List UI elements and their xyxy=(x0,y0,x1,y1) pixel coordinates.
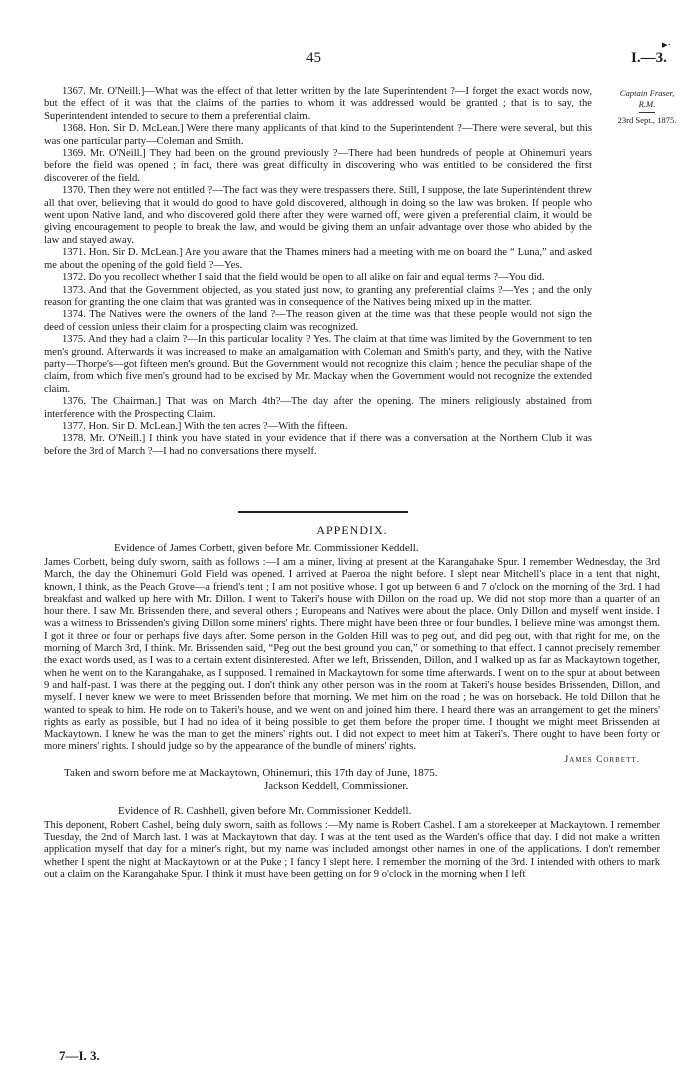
question-1378: 1378. Mr. O'Neill.] I think you have stated in your evidence that if there was a conversation at the Northern Club it was before the 3rd of March ?—I had no conversations there myself. xyxy=(44,433,592,457)
section-divider xyxy=(238,511,408,513)
appendix-section xyxy=(44,523,660,881)
question-1371: 1371. Hon. Sir D. McLean.] Are you aware that the Thames miners had a meeting with me on board the “ Luna,” and asked me about the opening of the gold field ?—Yes. xyxy=(44,247,592,271)
signature-mark: 7—I. 3. xyxy=(59,1048,100,1063)
question-1376: 1376. The Chairman.] That was on March 4th?—The day after the opening. The miners religiously abstained from interference with the Prospecting Claim. xyxy=(44,396,592,420)
corbett-commissioner: Jackson Keddell, Commissioner. xyxy=(264,779,409,792)
sidenote-title: R.M. xyxy=(638,99,656,109)
witness-sidenote xyxy=(600,88,694,126)
corbett-evidence-heading: Evidence of James Corbett, given before Mr. Commissioner Keddell. xyxy=(114,542,419,554)
question-1368: 1368. Hon. Sir D. McLean.] Were there many applicants of that kind to the Superintendent ?—There were several, but this was one particular party—Coleman and Smith. xyxy=(44,123,592,147)
question-1373: 1373. And that the Government objected, as you stated just now, to granting any preferential claims ?—Yes ; and the only reason for granting the one claim that was granted was in consequence of the Natives being mixed up in the matter. xyxy=(44,284,592,308)
cashell-evidence-heading: Evidence of R. Cashhell, given before Mr. Commissioner Keddell. xyxy=(118,804,412,817)
corbett-sworn-statement: Taken and sworn before me at Mackaytown, Ohinemuri, this 17th day of June, 1875. xyxy=(64,766,438,779)
sidenote-divider xyxy=(639,112,655,113)
question-1377: 1377. Hon. Sir D. McLean.] With the ten acres ?—With the fifteen. xyxy=(62,420,348,432)
question-1374: 1374. The Natives were the owners of the land ?—The reason given at the time was that these people would not sign the deed of cession unless their claim for a prospecting claim was recognized. xyxy=(44,309,592,333)
sidenote-date: 23rd Sept., 1875. xyxy=(617,115,677,125)
question-1370: 1370. Then they were not entitled ?—The fact was they were trespassers there. Still, I suppose, the late Superintendent threw all that over, believing that it would do good to have gold discovered, although in doing so the law was broken. If people who went upon Native land, and who discovered gold there after they were warned off, were given a preferential claim, it would be giving encouragement to people to break the law, and would be giving them an unfair advantage over those who abided by the law and stayed away. xyxy=(44,185,592,246)
corbett-signature: James Corbett. xyxy=(564,754,640,765)
testimony-section xyxy=(44,86,592,458)
question-1375: 1375. And they had a claim ?—In this particular locality ? Yes. The claim at that time was limited by the Government to ten men's ground. Afterwards it was increased to make an amalgamation with Coleman and Smith's party, and they, with the Native party—Thorpe's—got fifteen men's ground. But the Government would not recognize this claim ; hence the peculiar shape of the claim, from which five men's ground had to be excised by Mr. Mackay when the Government would not recognize the extended claim. xyxy=(44,334,592,395)
page-number: 45 xyxy=(306,50,321,66)
corner-mark: ▸· xyxy=(662,39,672,51)
corbett-evidence-text: James Corbett, being duly sworn, saith as follows :—I am a miner, living at present at the Karangahake Spur. I remember Wednesday, the 3rd March, the day the Ohinemuri Gold Field was opened. I arrived at Paeroa the night before. I slept near Mitchell's place in a tent that night, known, I think, as the Peach Grove—a friend's tent ; I am not positive whose. I got up between 6 and 7 o'clock on the morning of the 3rd. I had breakfast and walked up here with Mr. Dillon. I went to Takeri's house with Dillon on the road up. We did not stop more than a quarter of an hour there. I saw Mr. Brissenden there, and several others ; Europeans and Natives were about the place. Only Dillon and myself went inside. I was a witness to Brissenden's giving Dillon some miners' rights. There might have been three or four bundles. I believe mine was amongst them. I got it three or four or perhaps five days after. Some person in the Golden Hill was to peg out, and did peg out, with that right for me, on the morning of March 3rd, I think. Mr. Brissenden said, “Peg out the best ground you can,” or something to that effect. I cannot precisely remember the exact words used, as I was to a certain extent disinterested. After we left, Brissenden, Dillon, and I walked up as far as Mackaytown together, when he went on to the Karangahake, as I supposed. I remained in Mackaytown for some time afterwards. I went on to the spur at about between 9 and half-past. I was there at the pegging out. I don't think any other person was in the room at Takeri's house besides Brissenden, Dillon, and myself. I never knew we were to meet Brissenden before that morning. We met him on the road ; he was on horseback. He told Dillon that he wanted to speak to him. He rode on to Takeri's house, and we went on and joined him there. I heard there was an arrangement to get the miners' rights as early as possible, but I had no idea of it being possible to get them before the proper time. I thought we might meet Brissenden at Mackaytown. I knew he was the man to get the miners' rights out. I did not expect to meet him at Takeri's. There ought to have been forty or more miners' rights. I should judge so by the appearance of the bundle of miners' rights. xyxy=(44,557,660,753)
sidenote-name: Captain Fraser, xyxy=(619,88,675,98)
question-1369: 1369. Mr. O'Neill.] They had been on the ground previously ?—There had been hundreds of people at Ohinemuri years before the field was opened ; in fact, there was great difficulty in discovering who was entitled to be considered the first discoverer of the field. xyxy=(44,148,592,184)
document-reference: I.—3. xyxy=(631,50,667,66)
question-1367: 1367. Mr. O'Neill.]—What was the effect of that letter written by the late Superintendent ?—I forget the exact words now, but the effect of it was that the claims of the parties to whom it was addressed would be granted ; that is to say, the Superintendent intended to secure to them a preferential claim. xyxy=(44,86,592,122)
question-1372: 1372. Do you recollect whether I said that the field would be open to all alike on fair and equal terms ?—You did. xyxy=(62,272,545,284)
cashell-evidence-text: This deponent, Robert Cashel, being duly sworn, saith as follows :—My name is Robert Cashel. I am a storekeeper at Mackaytown. I remember Tuesday, the 2nd of March last. I was at Mackaytown that day. I was at the tent used as the Warden's office that day. I did not make a written application myself that day for a miner's right, but my name was included amongst other names in one of the applications. I don't remember whether I spent the night at Mackaytown or at the Puke ; I fancy I slept here. I remember the morning of the 3rd. I intended with others to mark out a claim on the Karangahake Spur. I think it must have been getting on for 9 o'clock in the morning when I left xyxy=(44,819,660,880)
appendix-heading: APPENDIX. xyxy=(316,523,388,537)
